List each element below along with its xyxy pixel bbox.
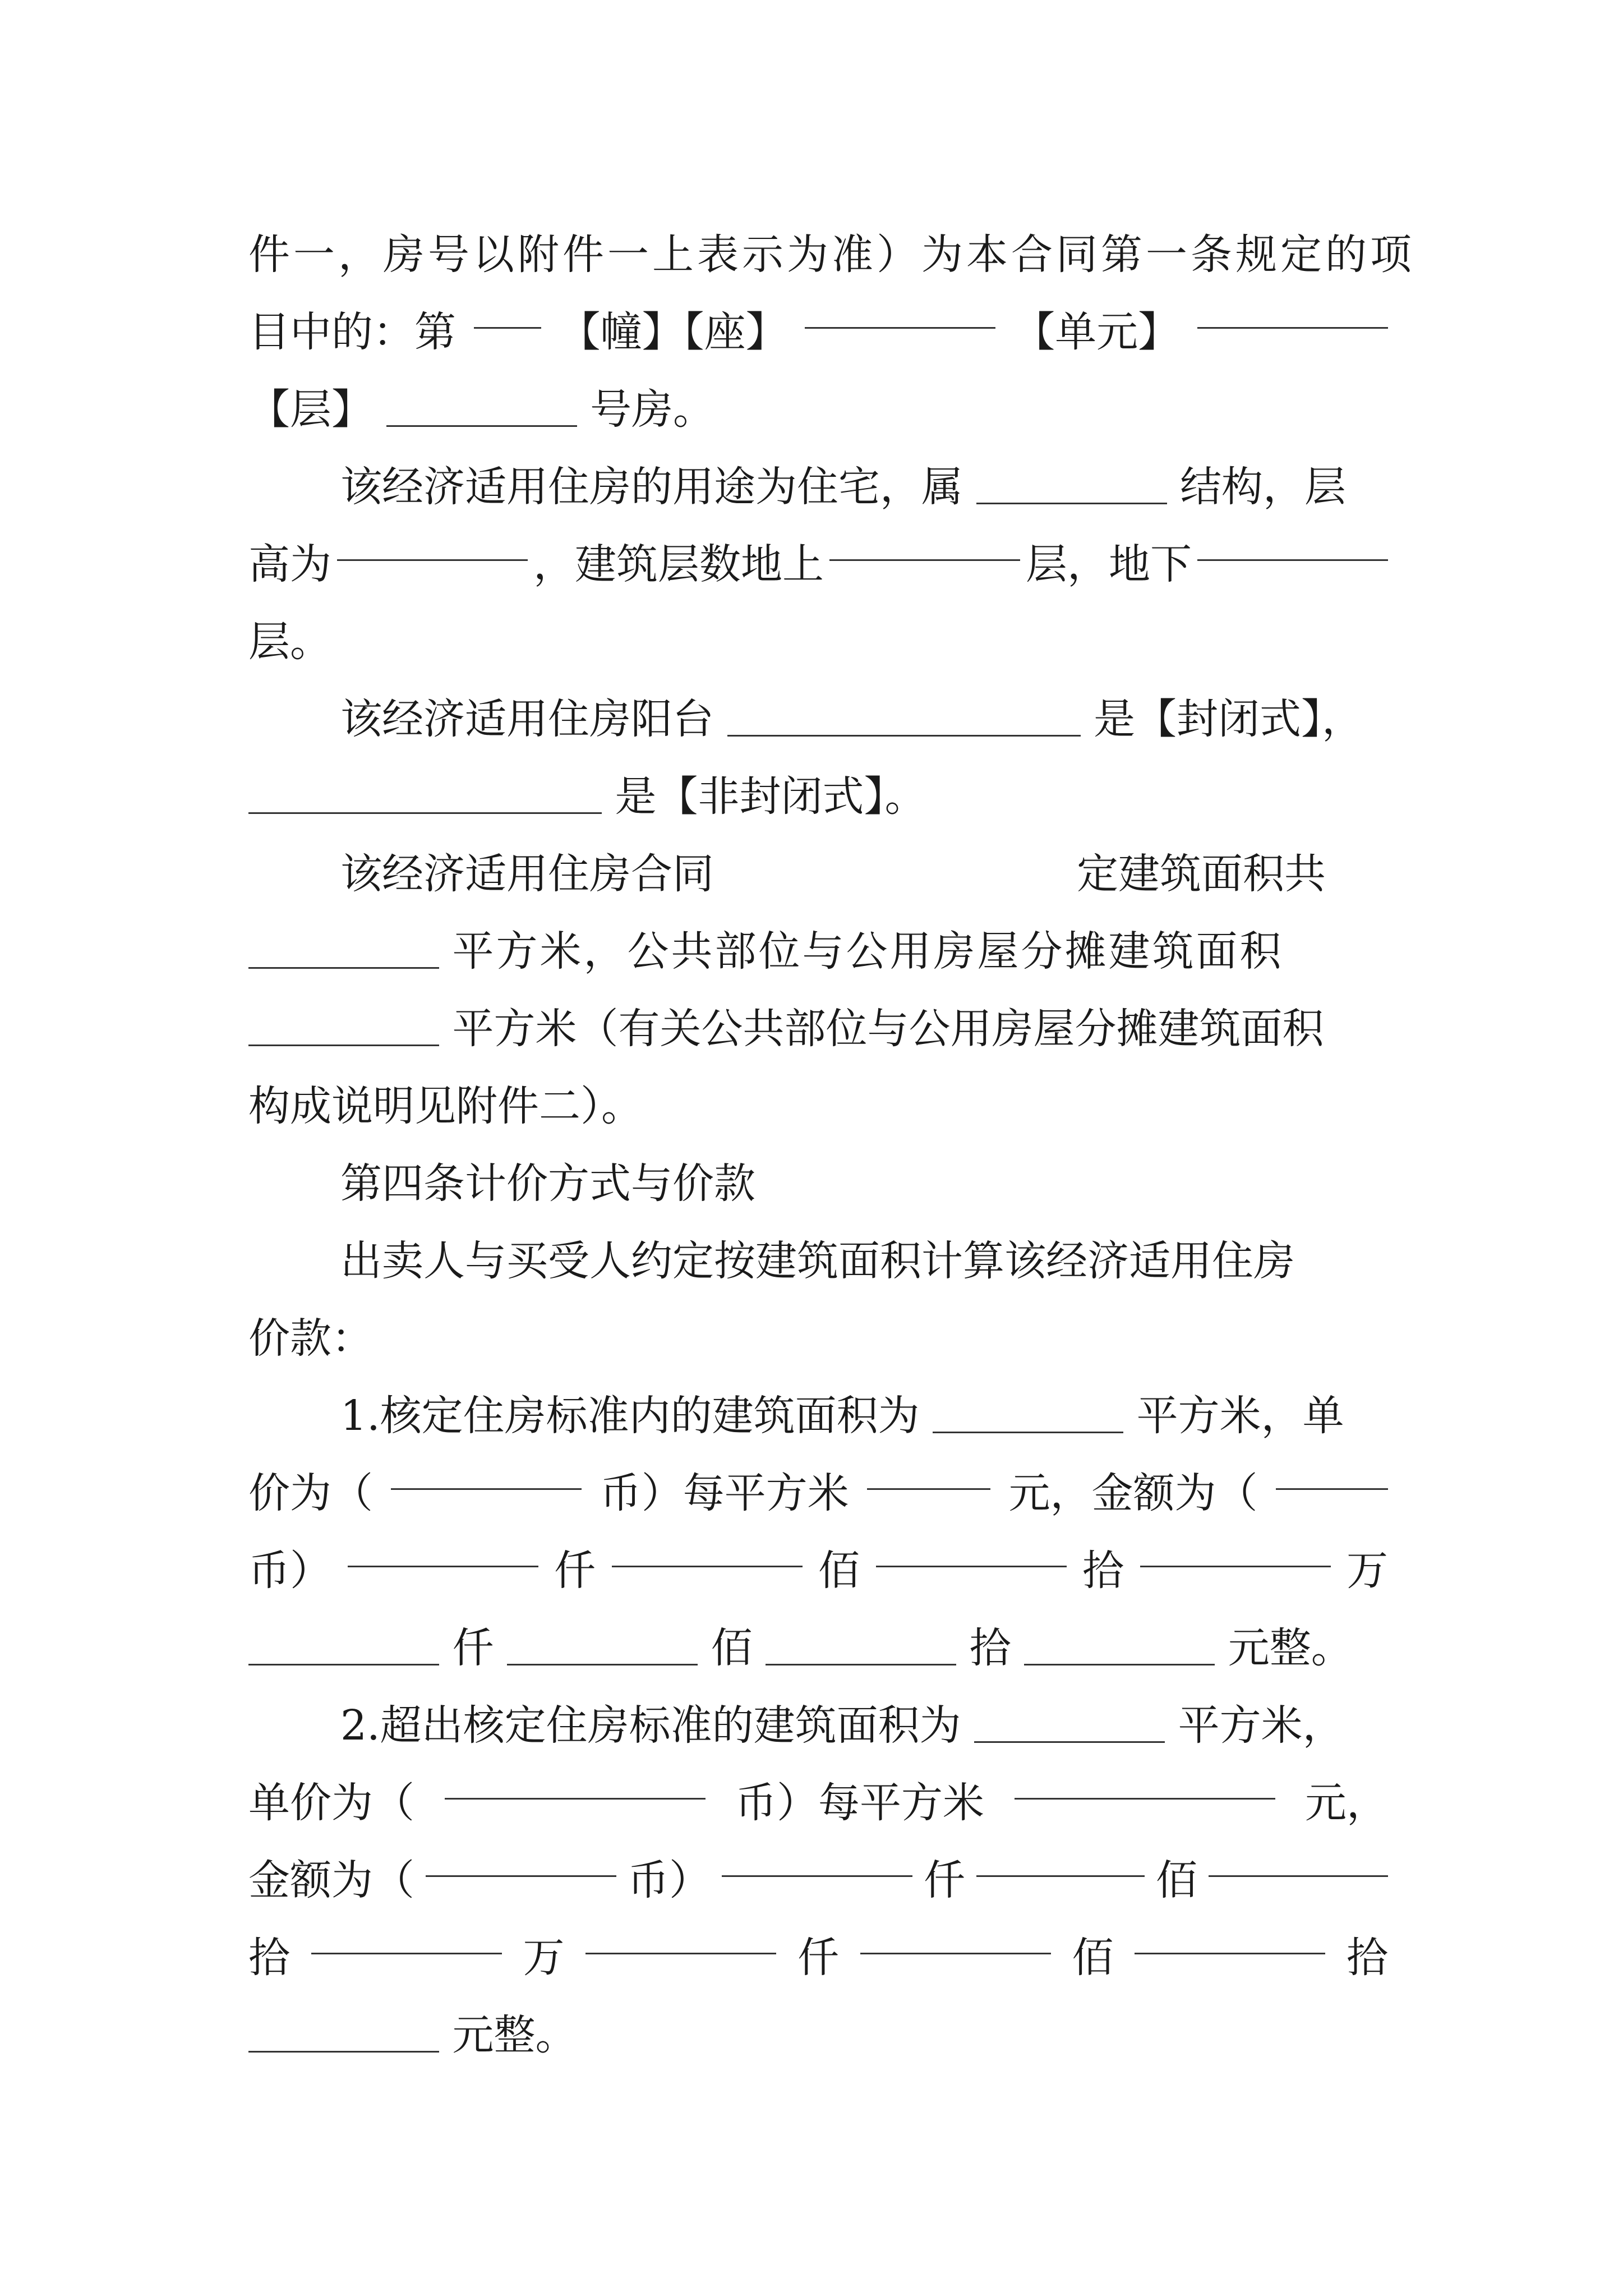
text-segment: 万 bbox=[523, 1934, 565, 1982]
text-segment: 目中的：第 bbox=[248, 308, 456, 356]
blank-field[interactable] bbox=[507, 1630, 698, 1665]
text-segment: 佰 bbox=[818, 1547, 860, 1595]
text-segment: 元整。 bbox=[452, 2011, 577, 2059]
blank-field[interactable] bbox=[766, 1630, 956, 1665]
blank-field[interactable] bbox=[248, 779, 602, 814]
text-segment: 金额为（ bbox=[248, 1856, 414, 1904]
text-segment: 单价为（ bbox=[248, 1779, 414, 1827]
text-segment: 拾 bbox=[1347, 1934, 1388, 1982]
text-segment: 第四条计价方式与价款 bbox=[340, 1159, 755, 1208]
paragraph-line bbox=[248, 1919, 1388, 1996]
blank-field[interactable] bbox=[1276, 1455, 1388, 1490]
text-segment: 币） bbox=[628, 1856, 711, 1904]
blank-field[interactable] bbox=[727, 701, 1081, 737]
paragraph-line bbox=[248, 1996, 1388, 2074]
text-segment: 【单元】 bbox=[1013, 308, 1180, 356]
text-segment: 平方米（有关公共部位与公用房屋分摊建筑面积 bbox=[452, 1005, 1324, 1053]
text-segment: 拾 bbox=[1082, 1547, 1124, 1595]
paragraph-line bbox=[248, 680, 1388, 758]
text-segment: 层。 bbox=[248, 618, 331, 666]
blank-field[interactable] bbox=[974, 1708, 1165, 1743]
text-segment: 价为（ bbox=[248, 1469, 373, 1517]
blank-field[interactable] bbox=[311, 1919, 502, 1954]
blank-field[interactable] bbox=[1209, 1842, 1388, 1877]
blank-field[interactable] bbox=[474, 293, 541, 329]
text-segment: 拾 bbox=[969, 1624, 1011, 1672]
paragraph-line bbox=[248, 1764, 1388, 1842]
text-segment: 是【非封闭式】。 bbox=[615, 772, 926, 821]
blank-field[interactable] bbox=[445, 1764, 706, 1800]
paragraph-line bbox=[248, 835, 1388, 913]
blank-field[interactable] bbox=[248, 1630, 439, 1665]
blank-field[interactable] bbox=[248, 933, 439, 969]
paragraph-line bbox=[248, 990, 1388, 1068]
text-segment: 结构，层 bbox=[1180, 463, 1347, 511]
text-segment: 拾 bbox=[248, 1934, 290, 1982]
blank-field[interactable] bbox=[1135, 1919, 1325, 1954]
text-segment: 【层】 bbox=[248, 385, 373, 434]
text-segment: 元，金额为（ bbox=[1008, 1469, 1258, 1517]
text-segment: 构成说明见附件二）。 bbox=[248, 1082, 643, 1130]
text-segment: 平方米，公共部位与公用房屋分摊建筑面积 bbox=[452, 927, 1284, 976]
paragraph-line bbox=[248, 371, 1388, 448]
paragraph-line bbox=[248, 1609, 1388, 1687]
blank-field[interactable] bbox=[860, 1919, 1051, 1954]
text-segment: 万 bbox=[1347, 1547, 1388, 1595]
text-segment: 是【封闭式】， bbox=[1094, 695, 1364, 743]
blank-field[interactable] bbox=[1197, 293, 1388, 329]
blank-field[interactable] bbox=[337, 526, 528, 561]
paragraph-line bbox=[248, 913, 1388, 990]
paragraph-line bbox=[248, 1068, 1388, 1145]
paragraph-line bbox=[248, 603, 1388, 680]
text-segment: 件一，房号以附件一上表示为准）为本合同第一条规定的项 bbox=[248, 231, 1415, 279]
text-segment: 1.核定住房标准内的建筑面积为 bbox=[340, 1392, 920, 1440]
text-segment: ，建筑层数地上 bbox=[533, 540, 824, 588]
blank-field[interactable] bbox=[426, 1842, 616, 1877]
text-segment: 该经济适用住房的用途为住宅，属 bbox=[340, 463, 963, 511]
text-segment: 层，地下 bbox=[1026, 540, 1192, 588]
text-segment: 币）每平方米 bbox=[600, 1469, 849, 1517]
text-segment: 该经济适用住房阳台 bbox=[340, 695, 714, 743]
blank-field[interactable] bbox=[933, 1398, 1123, 1433]
paragraph-line bbox=[248, 1532, 1388, 1609]
blank-field[interactable] bbox=[248, 1011, 439, 1046]
text-segment: 仟 bbox=[797, 1934, 839, 1982]
text-segment: 平方米，单 bbox=[1136, 1392, 1344, 1440]
paragraph-line bbox=[248, 1300, 1388, 1377]
text-segment: 高为 bbox=[248, 540, 331, 588]
text-segment: 出卖人与买受人约定按建筑面积计算该经济适用住房 bbox=[340, 1237, 1295, 1285]
text-segment: 币）每平方米 bbox=[735, 1779, 984, 1827]
document-body bbox=[248, 216, 1415, 2074]
blank-field[interactable] bbox=[976, 1842, 1145, 1877]
text-segment: 币） bbox=[248, 1547, 331, 1595]
text-segment: 仟 bbox=[924, 1856, 965, 1904]
blank-field[interactable] bbox=[867, 1455, 990, 1490]
blank-field[interactable] bbox=[1140, 1532, 1331, 1567]
text-segment: 佰 bbox=[1072, 1934, 1114, 1982]
text-segment: 元整。 bbox=[1228, 1624, 1353, 1672]
blank-field[interactable] bbox=[248, 2017, 439, 2053]
paragraph-line bbox=[248, 1842, 1388, 1919]
paragraph-line bbox=[248, 1145, 1388, 1222]
text-segment: 【幢】【座】 bbox=[559, 308, 787, 356]
text-segment: 元， bbox=[1305, 1779, 1388, 1827]
text-segment: 仟 bbox=[452, 1624, 494, 1672]
text-segment: 该经济适用住房合同 bbox=[340, 850, 714, 898]
paragraph-line bbox=[248, 758, 1388, 835]
paragraph-line bbox=[248, 1222, 1388, 1300]
paragraph-line bbox=[248, 1687, 1388, 1764]
text-segment: 定建筑面积共 bbox=[1077, 850, 1326, 898]
text-segment: 佰 bbox=[1156, 1856, 1197, 1904]
blank-field[interactable] bbox=[1024, 1630, 1215, 1665]
paragraph-line bbox=[248, 1455, 1388, 1532]
blank-field[interactable] bbox=[976, 469, 1167, 504]
paragraph-line bbox=[248, 1377, 1388, 1455]
paragraph-line bbox=[248, 526, 1388, 603]
blank-field[interactable] bbox=[829, 526, 1020, 561]
text-segment: 号房。 bbox=[590, 385, 715, 434]
blank-field[interactable] bbox=[1197, 526, 1388, 561]
text-segment: 平方米， bbox=[1178, 1701, 1344, 1750]
text-segment: 仟 bbox=[554, 1547, 596, 1595]
text-segment: 价款： bbox=[248, 1314, 373, 1363]
blank-field[interactable] bbox=[1015, 1764, 1275, 1800]
blank-field[interactable] bbox=[348, 1532, 538, 1567]
blank-field[interactable] bbox=[612, 1532, 803, 1567]
blank-field[interactable] bbox=[876, 1532, 1067, 1567]
blank-field[interactable] bbox=[805, 293, 995, 329]
paragraph-line bbox=[248, 216, 1415, 293]
blank-field[interactable] bbox=[722, 1842, 912, 1877]
text-segment: 2.超出核定住房标准的建筑面积为 bbox=[340, 1701, 961, 1750]
blank-field[interactable] bbox=[391, 1455, 582, 1490]
blank-field[interactable] bbox=[585, 1919, 776, 1954]
blank-field[interactable] bbox=[386, 392, 577, 427]
paragraph-line bbox=[248, 293, 1388, 371]
text-segment: 佰 bbox=[711, 1624, 753, 1672]
paragraph-line bbox=[248, 448, 1388, 526]
